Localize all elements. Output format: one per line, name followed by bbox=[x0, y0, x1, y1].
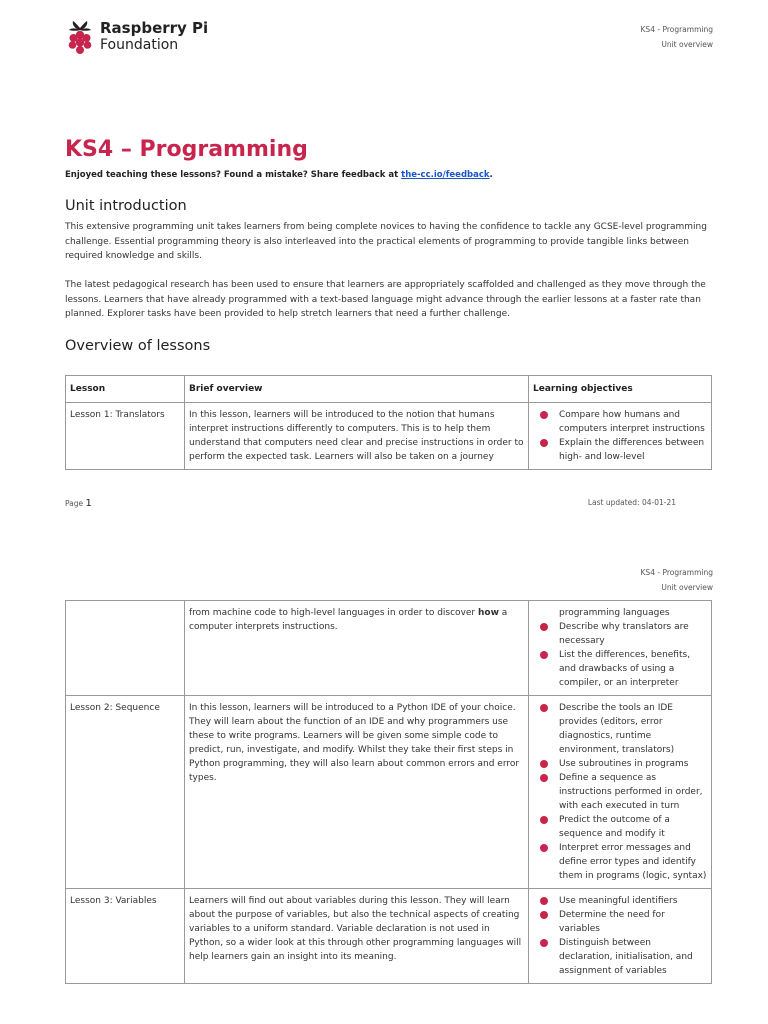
lesson-objectives bbox=[529, 696, 712, 889]
lesson-objectives bbox=[529, 601, 712, 696]
last-updated: Last updated: 04-01-21 bbox=[587, 498, 676, 507]
objective-item: List the differences, benefits, and drawbacks of using a compiler, or an interpreter bbox=[533, 648, 707, 690]
raspberry-icon bbox=[65, 18, 95, 56]
raspberry-pi-logo bbox=[65, 18, 208, 56]
lesson-overview: In this lesson, learners will be introduced to the notion that humans interpret instructions differently to computers. This is to help them understand that computers need clear and precise instructions in order to perform the expected task. Learners will also be taken on a journey bbox=[185, 403, 529, 470]
page-number bbox=[65, 498, 92, 509]
page-title: KS4 – Programming bbox=[65, 137, 308, 162]
objective-item: Explain the differences between high- and low-level bbox=[533, 436, 707, 464]
lesson-name: Lesson 2: Sequence bbox=[66, 696, 185, 889]
logo-line-1: Raspberry Pi bbox=[100, 19, 209, 37]
lesson-objectives bbox=[529, 889, 712, 984]
objective-item-continued: programming languages bbox=[559, 608, 670, 618]
table-row bbox=[66, 601, 712, 696]
intro-paragraph-1: This extensive programming unit takes learners from being complete novices to having the confidence to tackle any GCSE-level programming challenge. Essential programming theory is also interleaved into the practical elements of programming to provide tangible links between required knowledge and skills. bbox=[65, 222, 707, 261]
lesson-overview bbox=[185, 601, 529, 696]
lesson-name: Lesson 1: Translators bbox=[66, 403, 185, 470]
overview-text-end: a computer interprets instructions. bbox=[189, 608, 508, 632]
column-header-lesson: Lesson bbox=[66, 376, 185, 403]
objective-item: Define a sequence as instructions performed in order, with each executed in turn bbox=[533, 771, 707, 813]
lesson-name-empty bbox=[66, 601, 185, 696]
table-row bbox=[66, 889, 712, 984]
column-header-overview: Brief overview bbox=[185, 376, 529, 403]
objective-item: Compare how humans and computers interpret instructions bbox=[533, 408, 707, 436]
lessons-table-part-1 bbox=[65, 375, 715, 472]
overview-text: from machine code to high-level languages in order to discover bbox=[189, 608, 478, 618]
lesson-name: Lesson 3: Variables bbox=[66, 889, 185, 984]
logo-line-2: Foundation bbox=[100, 37, 179, 53]
overview-heading: Overview of lessons bbox=[65, 338, 211, 354]
objective-item: Describe the tools an IDE provides (editors, error diagnostics, runtime environment, translators) bbox=[533, 701, 707, 757]
feedback-text: Enjoyed teaching these lessons? Found a mistake? Share feedback at bbox=[65, 170, 402, 180]
objective-item: Predict the outcome of a sequence and modify it bbox=[533, 813, 707, 841]
column-header-objectives: Learning objectives bbox=[529, 376, 712, 403]
header-subtitle-page-2: Unit overview bbox=[661, 583, 713, 592]
lessons-table-part-2 bbox=[65, 600, 712, 984]
lesson-overview: In this lesson, learners will be introduced to a Python IDE of your choice. They will learn about the function of an IDE and why programmers use these to write programs. Learners will be given some simple code to predict, run, investigate, and modify. Whilst they take their first steps in Python programming, they will also learn about common errors and error types. bbox=[185, 696, 529, 889]
objective-item: Describe why translators are necessary bbox=[533, 620, 707, 648]
header-subtitle: Unit overview bbox=[661, 40, 713, 49]
header-title: KS4 - Programming bbox=[640, 25, 713, 34]
intro-paragraph-2: The latest pedagogical research has been used to ensure that learners are appropriately scaffolded and challenged as they move through the lessons. Learners that have already programmed with a text-based language might advance through the earlier lessons at a faster rate than planned. Explorer tasks have been provided to help stretch learners that need a further challenge. bbox=[65, 280, 706, 319]
table-row bbox=[66, 696, 712, 889]
unit-introduction-heading: Unit introduction bbox=[65, 198, 187, 214]
page-num: 1 bbox=[85, 498, 92, 509]
header-title-page-2: KS4 - Programming bbox=[640, 568, 713, 577]
overview-bold: how bbox=[478, 608, 499, 618]
objective-item: Use meaningful identifiers bbox=[533, 894, 707, 908]
feedback-end: . bbox=[489, 170, 493, 180]
objective-item: Distinguish between declaration, initialisation, and assignment of variables bbox=[533, 936, 707, 978]
objective-item: Interpret error messages and define error types and identify them in programs (logic, syntax) bbox=[533, 841, 707, 883]
objective-item: Determine the need for variables bbox=[533, 908, 707, 936]
table-header-row bbox=[66, 376, 712, 403]
page-label: Page bbox=[65, 499, 86, 508]
feedback-link[interactable]: the-cc.io/feedback bbox=[401, 170, 490, 180]
lesson-objectives bbox=[529, 403, 712, 470]
objective-item: Use subroutines in programs bbox=[533, 757, 707, 771]
feedback-line bbox=[65, 170, 493, 180]
table-row bbox=[66, 403, 712, 470]
lesson-overview: Learners will find out about variables during this lesson. They will learn about the purpose of variables, but also the technical aspects of creating variables to a uniform standard. Variable declaration is not used in Python, so a wider look at this through other programming languages will help learners gain an insight into its meaning. bbox=[185, 889, 529, 984]
